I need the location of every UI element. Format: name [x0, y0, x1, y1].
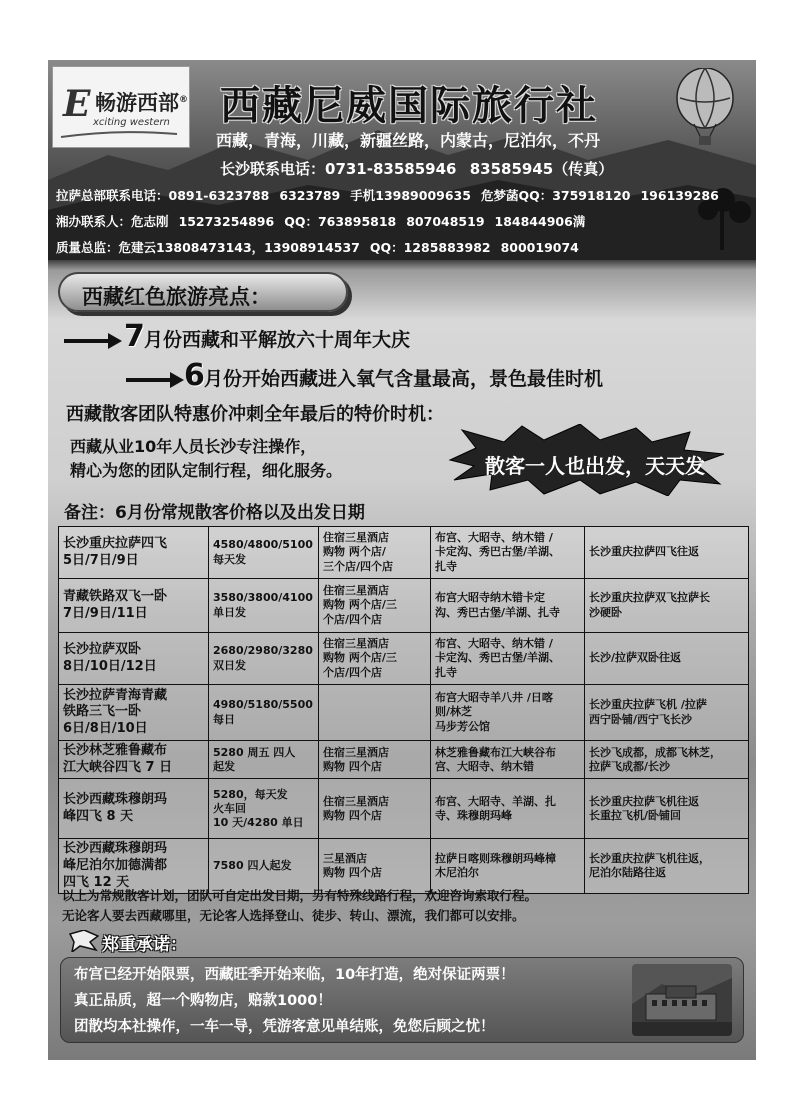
- footer-note: 无论客人要去西藏哪里，无论客人选择登山、徒步、转山、漂流，我们都可以安排。: [62, 908, 525, 923]
- logo: [52, 66, 190, 148]
- highlight-number: 7: [124, 319, 145, 354]
- hunan-office-contact: 湘办联系人：危志刚 15273254896 QQ：763895818 807048519 184844906满: [56, 214, 586, 229]
- route-price: 4580/4800/5100 每天发: [209, 527, 319, 579]
- table-row: [59, 779, 749, 839]
- changsha-phone: 长沙联系电话：0731-83585946: [220, 160, 457, 178]
- route-spots: 拉萨日喀则珠穆朗玛峰樟 木尼泊尔: [431, 839, 585, 894]
- special-offer-title: 西藏散客团队特惠价冲刺全年最后的特价时机：: [66, 404, 444, 425]
- table-row: [59, 579, 749, 633]
- quality-director-contact: 质量总监：危建云13808473143，13908914537 QQ：1285883982 800019074: [56, 240, 579, 255]
- table-row: [59, 685, 749, 741]
- promise-line: 团散均本社操作，一车一导，凭游客意见单结账，免您后顾之忧！: [74, 1019, 495, 1035]
- route-name: 长沙重庆拉萨四飞 5日/7日/9日: [59, 527, 209, 579]
- operations-line: 精心为您的团队定制行程，细化服务。: [70, 461, 343, 480]
- route-transport: 长沙飞成都，成都飞林芝， 拉萨飞成都/长沙: [585, 741, 749, 779]
- highlights-badge: 西藏红色旅游亮点：: [58, 272, 348, 312]
- route-transport: 长沙重庆拉萨飞机 /拉萨 西宁卧铺/西宁飞长沙: [585, 685, 749, 741]
- route-spots: 布宫、大昭寺、纳木错 / 卡定沟、秀巴古堡/羊湖、 扎寺: [431, 633, 585, 685]
- route-name: 长沙拉萨青海青藏 铁路三飞一卧 6日/8日/10日: [59, 685, 209, 741]
- routes-table: [58, 526, 749, 894]
- route-hotel: 住宿三星酒店 购物 四个店: [319, 779, 431, 839]
- header-banner: [48, 60, 756, 260]
- logo-name: 畅游西部®: [95, 91, 188, 115]
- route-hotel: 住宿三星酒店 购物 两个店/三 个店/四个店: [319, 579, 431, 633]
- route-name: 长沙林芝雅鲁藏布 江大峡谷四飞 7 日: [59, 741, 209, 779]
- route-transport: 长沙/拉萨双卧往返: [585, 633, 749, 685]
- route-price: 7580 四人起发: [209, 839, 319, 894]
- logo-letter: E: [63, 83, 91, 125]
- highlight-text: 月份开始西藏进入氧气含量最高，景色最佳时机: [204, 368, 604, 390]
- route-hotel: 三星酒店 购物 四个店: [319, 839, 431, 894]
- logo-subtitle: xciting western: [93, 117, 170, 128]
- price-note-title: 备注：6月份常规散客价格以及出发日期: [64, 503, 365, 523]
- route-price: 2680/2980/3280 双日发: [209, 633, 319, 685]
- promise-line: 布宫已经开始限票，西藏旺季开始来临，10年打造，绝对保证两票！: [74, 967, 515, 983]
- route-price: 5280，每天发 火车回 10 天/4280 单日: [209, 779, 319, 839]
- route-hotel: [319, 685, 431, 741]
- route-spots: 林芝雅鲁藏布江大峡谷布 宫、大昭寺、纳木错: [431, 741, 585, 779]
- changsha-contact: [220, 158, 621, 179]
- arrow-head-icon: [170, 372, 184, 388]
- route-transport: 长沙重庆拉萨四飞往返: [585, 527, 749, 579]
- route-name: 长沙西藏珠穆朗玛 峰四飞 8 天: [59, 779, 209, 839]
- highlight-text: 月份西藏和平解放六十周年大庆: [144, 329, 411, 351]
- agency-title: 西藏尼威国际旅行社: [220, 83, 598, 129]
- route-spots: 布宫、大昭寺、纳木错 / 卡定沟、秀巴古堡/羊湖、 扎寺: [431, 527, 585, 579]
- route-hotel: 住宿三星酒店 购物 两个店/三 个店/四个店: [319, 633, 431, 685]
- logo-swoosh-icon: [59, 129, 179, 139]
- arrow-head-icon: [108, 333, 122, 349]
- highlight-number: 6: [184, 358, 205, 393]
- route-name: 青藏铁路双飞一卧 7日/9日/11日: [59, 579, 209, 633]
- promise-title: 郑重承诺：: [102, 935, 187, 955]
- route-transport: 长沙重庆拉萨飞机往返， 尼泊尔陆路往返: [585, 839, 749, 894]
- promise-line: 真正品质，超一个购物店，赔款1000！: [74, 993, 332, 1009]
- changsha-fax: 83585945（传真）: [469, 160, 614, 178]
- hot-air-balloon-icon: [672, 68, 738, 148]
- route-list: 西藏，青海，川藏，新疆丝路，内蒙古，尼泊尔，不丹: [216, 131, 601, 150]
- operations-line: 西藏从业10年人员长沙专注操作，: [70, 437, 317, 456]
- route-price: 4980/5180/5500 每日: [209, 685, 319, 741]
- arrow-line-icon: [64, 339, 114, 343]
- arrow-line-icon: [126, 378, 176, 382]
- promise-ribbon-icon: [68, 930, 100, 952]
- daily-departure-slogan: 散客一人也出发，天天发: [485, 454, 705, 478]
- route-transport: 长沙重庆拉萨双飞拉萨长 沙硬卧: [585, 579, 749, 633]
- route-spots: 布宫大昭寺羊八井 /日喀 则/林芝 马步芳公馆: [431, 685, 585, 741]
- route-transport: 长沙重庆拉萨飞机往返 长重拉飞机/卧铺回: [585, 779, 749, 839]
- flyer: [48, 60, 756, 1060]
- route-name: 长沙拉萨双卧 8日/10日/12日: [59, 633, 209, 685]
- table-row: [59, 741, 749, 779]
- route-spots: 布宫大昭寺纳木错卡定 沟、秀巴古堡/羊湖、扎寺: [431, 579, 585, 633]
- route-spots: 布宫、大昭寺、羊湖、扎 寺、珠穆朗玛峰: [431, 779, 585, 839]
- table-row: [59, 633, 749, 685]
- footer-note: 以上为常规散客计划，团队可自定出发日期，另有特殊线路行程，欢迎咨询索取行程。: [62, 888, 538, 903]
- route-name: 长沙西藏珠穆朗玛 峰尼泊尔加德满都 四飞 12 天: [59, 839, 209, 894]
- route-price: 5280 周五 四人 起发: [209, 741, 319, 779]
- potala-palace-photo: [632, 964, 732, 1036]
- table-row: [59, 527, 749, 579]
- route-price: 3580/3800/4100 单日发: [209, 579, 319, 633]
- lasa-hq-contact: 拉萨总部联系电话：0891-6323788 6323789 手机13989009635 危梦菡QQ：375918120 196139286: [56, 188, 719, 203]
- route-hotel: 住宿三星酒店 购物 四个店: [319, 741, 431, 779]
- route-hotel: 住宿三星酒店 购物 两个店/ 三个店/四个店: [319, 527, 431, 579]
